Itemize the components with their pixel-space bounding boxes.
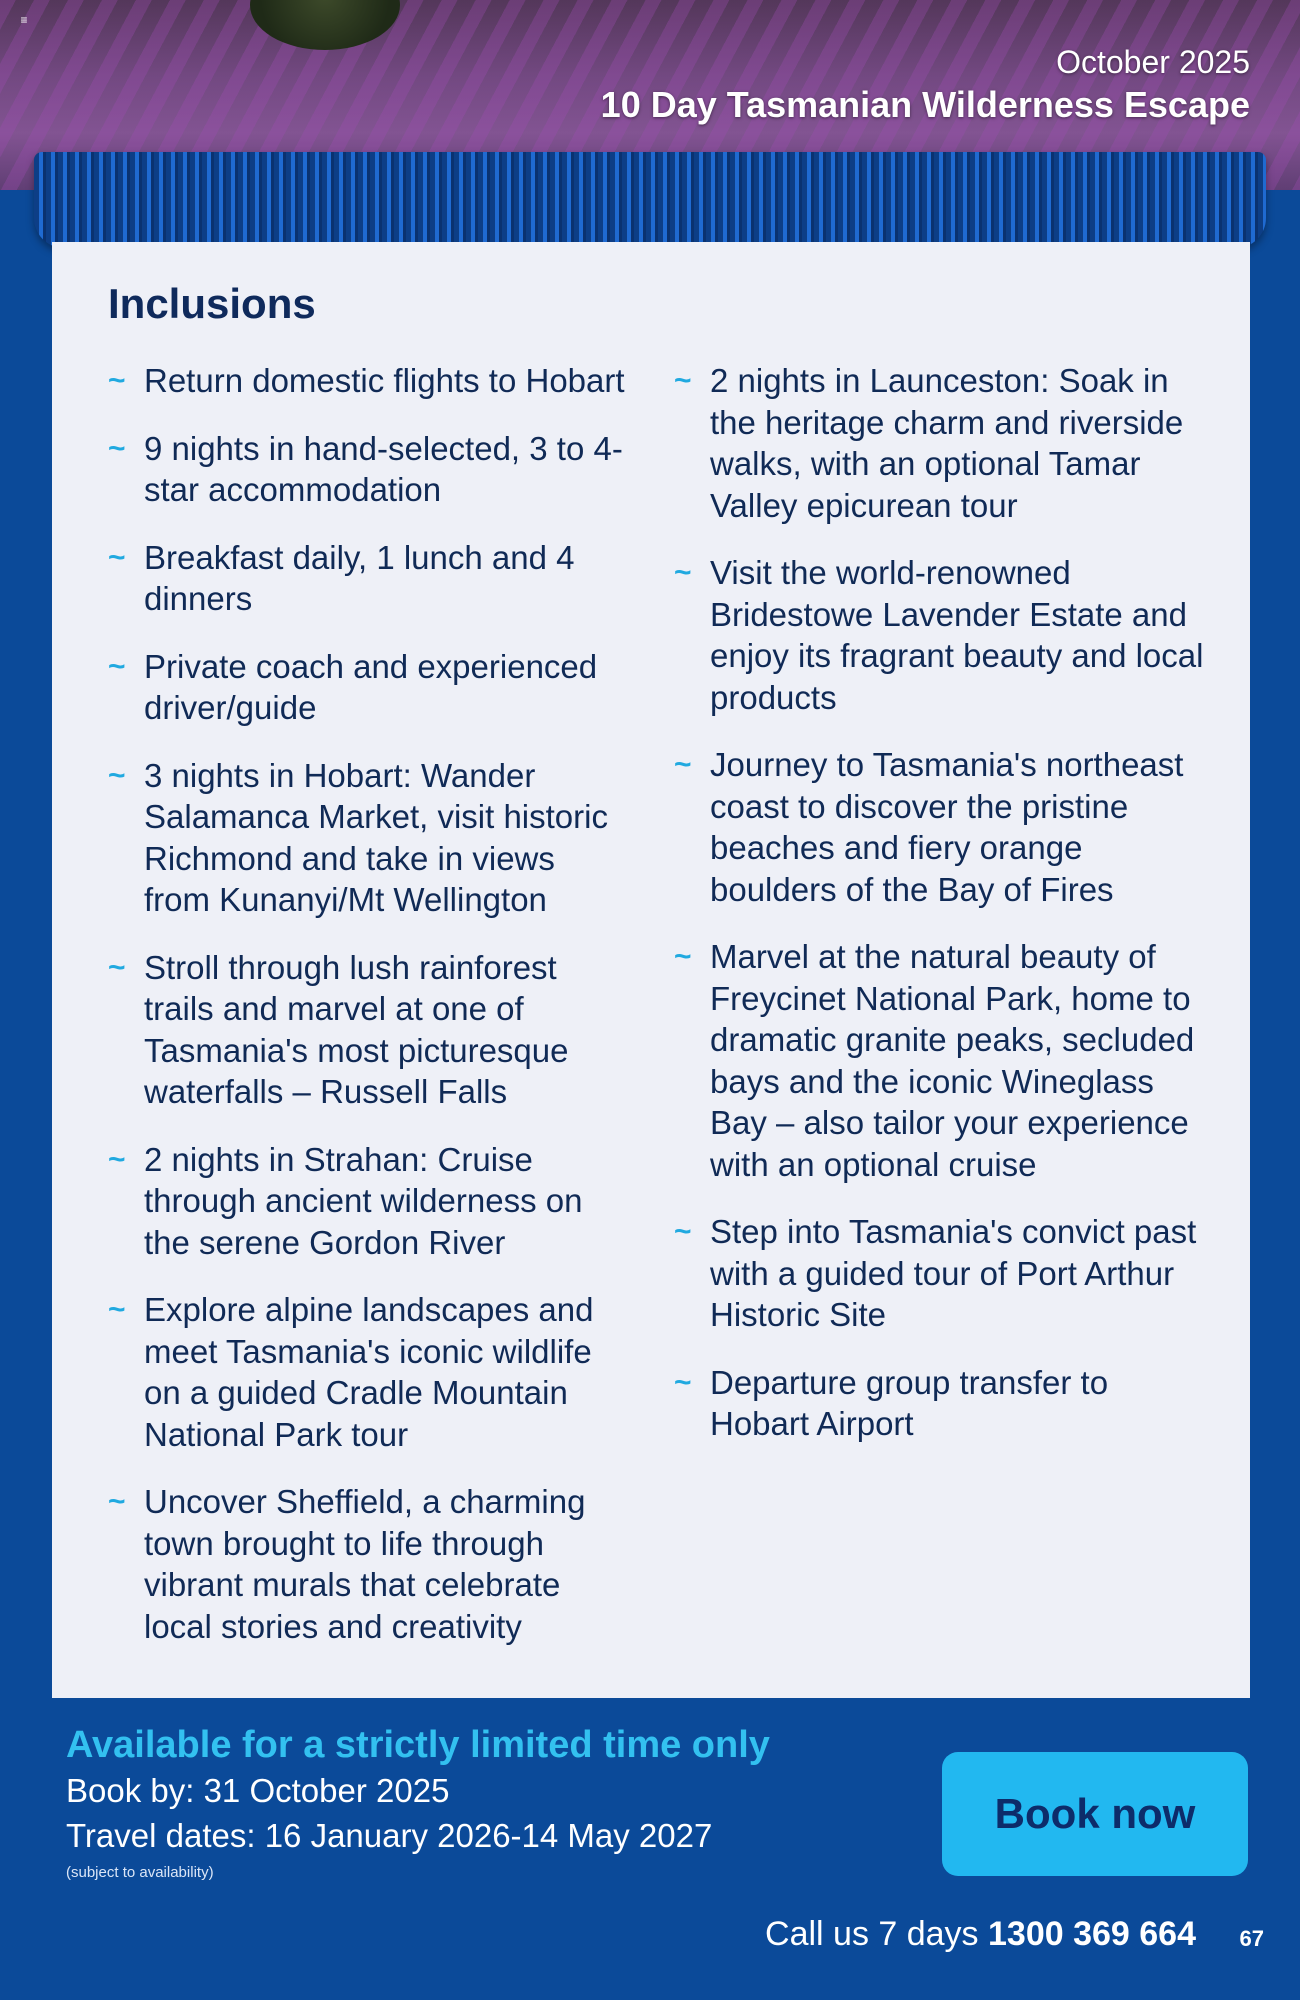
list-item: [674, 1211, 1214, 1336]
header-date: October 2025: [1056, 44, 1250, 80]
page-number: 67: [1239, 1926, 1264, 1951]
list-item-text: Breakfast daily, 1 lunch and 4 dinners: [144, 538, 575, 617]
call-line: [765, 1915, 1196, 1954]
availability-note: (subject to availability): [66, 1864, 214, 1881]
tilde-bullet-icon: ~: [674, 1215, 692, 1248]
list-item-text: Departure group transfer to Hobart Airport: [710, 1363, 1109, 1442]
tilde-bullet-icon: ~: [674, 748, 692, 781]
tilde-bullet-icon: ~: [108, 649, 126, 683]
inclusions-list-right: [674, 360, 1214, 1471]
book-now-button[interactable]: Book now: [942, 1752, 1248, 1876]
list-item-text: Visit the world-renowned Bridestowe Lavender Estate and enjoy its fragrant beauty and local products: [710, 554, 1204, 716]
list-item: [108, 947, 628, 1113]
inclusions-heading: Inclusions: [108, 280, 316, 327]
list-item: [108, 360, 628, 402]
list-item-text: Marvel at the natural beauty of Freycinet National Park, home to dramatic granite peaks, secluded bays and the iconic Wineglass Bay – also tailor your experience with an optional cruise: [710, 938, 1195, 1183]
list-item-text: Journey to Tasmania's northeast coast to discover the pristine beaches and fiery orange boulders of the Bay of Fires: [710, 746, 1184, 908]
tilde-bullet-icon: ~: [108, 1485, 126, 1518]
list-item-text: Stroll through lush rainforest trails and marvel at one of Tasmania's most picturesque waterfalls – Russell Falls: [144, 948, 569, 1110]
list-item: [674, 1362, 1214, 1445]
list-item-text: Step into Tasmania's convict past with a guided tour of Port Arthur Historic Site: [710, 1213, 1197, 1333]
tilde-bullet-icon: ~: [674, 556, 692, 589]
tree-decoration: [250, 0, 400, 50]
tilde-bullet-icon: ~: [108, 364, 126, 397]
list-item: [108, 755, 628, 921]
list-item: [108, 1289, 628, 1455]
inclusions-list-left: [108, 360, 628, 1673]
tilde-bullet-icon: ~: [674, 940, 692, 973]
list-item: [674, 744, 1214, 910]
menu-icon[interactable]: ≡: [20, 13, 28, 27]
tilde-bullet-icon: ~: [108, 1293, 126, 1326]
call-text: Call us 7 days: [765, 1915, 979, 1953]
promo-heading: Available for a strictly limited time only: [66, 1724, 770, 1766]
list-item-text: 9 nights in hand-selected, 3 to 4-star accommodation: [144, 429, 623, 508]
header-title: 10 Day Tasmanian Wilderness Escape: [600, 84, 1250, 125]
list-item-text: 2 nights in Strahan: Cruise through ancient wilderness on the serene Gordon River: [144, 1140, 583, 1261]
tilde-bullet-icon: ~: [108, 431, 126, 465]
list-item-text: 2 nights in Launceston: Soak in the heritage charm and riverside walks, with an optional Tamar Valley epicurean tour: [710, 362, 1184, 524]
tilde-bullet-icon: ~: [108, 758, 126, 792]
list-item-text: Private coach and experienced driver/guide: [144, 647, 598, 726]
tilde-bullet-icon: ~: [108, 950, 126, 984]
list-item-text: Explore alpine landscapes and meet Tasmania's iconic wildlife on a guided Cradle Mountain National Park tour: [144, 1291, 594, 1453]
travel-dates: Travel dates: 16 January 2026-14 May 2027: [66, 1817, 713, 1854]
list-item-text: Uncover Sheffield, a charming town brought to life through vibrant murals that celebrate local stories and creativity: [144, 1483, 586, 1645]
inclusions-card: [52, 242, 1250, 1698]
list-item: [108, 1481, 628, 1647]
list-item: [108, 646, 628, 729]
list-item: [674, 936, 1214, 1185]
tilde-bullet-icon: ~: [674, 364, 692, 397]
tilde-bullet-icon: ~: [674, 1365, 692, 1399]
list-item-text: 3 nights in Hobart: Wander Salamanca Market, visit historic Richmond and take in views from Kunanyi/Mt Wellington: [144, 756, 608, 918]
tilde-bullet-icon: ~: [108, 1142, 126, 1176]
list-item: [108, 428, 628, 511]
list-item: [674, 360, 1214, 526]
list-item-text: Return domestic flights to Hobart: [144, 362, 625, 399]
list-item: [674, 552, 1214, 718]
list-item: [108, 1139, 628, 1264]
list-item: [108, 537, 628, 620]
tilde-bullet-icon: ~: [108, 540, 126, 574]
book-by-date: Book by: 31 October 2025: [66, 1772, 450, 1809]
curtain-fringe-decoration: [34, 152, 1266, 248]
phone-number[interactable]: 1300 369 664: [988, 1915, 1196, 1953]
